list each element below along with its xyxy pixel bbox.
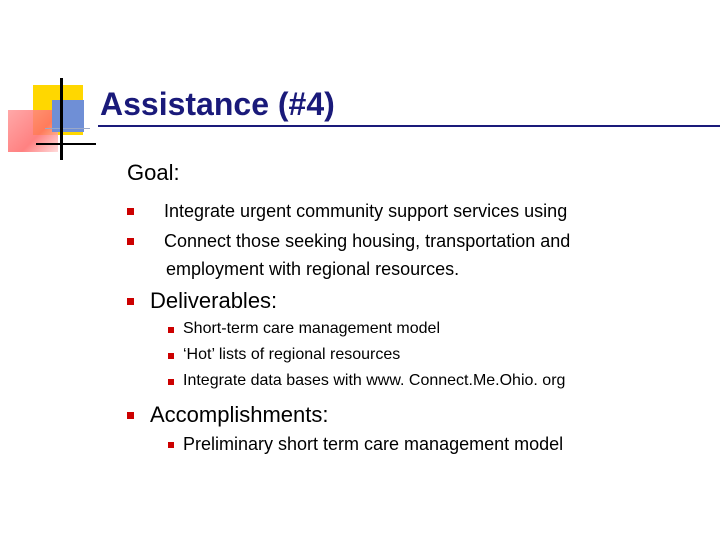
goal-bullet-1 [127,208,134,215]
ornament-vertical-line [60,78,63,160]
goal-bullet-2 [127,238,134,245]
title-underline [98,125,720,127]
ornament-thin-line [45,128,90,129]
goal-item-1: Integrate urgent community support services using [164,201,568,221]
deliverable-item-3: Integrate data bases with www. Connect.Me.Ohio. org [183,372,566,389]
ornament-horizontal-line [36,143,96,145]
goal-item-2-continuation: employment with regional resources. [166,259,460,279]
goal-item-2: Connect those seeking housing, transportation and [164,231,571,251]
accomplishment-item-1: Preliminary short term care management model [183,434,564,454]
slide-title: Assistance (#4) [100,86,335,122]
deliverable-item-1: Short-term care management model [183,320,440,337]
deliverable-item-2: ‘Hot’ lists of regional resources [183,346,401,363]
ornament-red-square [8,110,58,152]
deliverable-bullet-2 [168,353,174,359]
deliverable-bullet-1 [168,327,174,333]
accomplishments-heading: Accomplishments: [150,402,329,427]
title-ornament [0,0,110,170]
accomplishments-bullet [127,412,134,419]
accomplishment-bullet-1 [168,442,174,448]
goal-label: Goal: [127,160,180,185]
deliverables-heading: Deliverables: [150,288,278,313]
deliverables-bullet [127,298,134,305]
deliverable-bullet-3 [168,379,174,385]
